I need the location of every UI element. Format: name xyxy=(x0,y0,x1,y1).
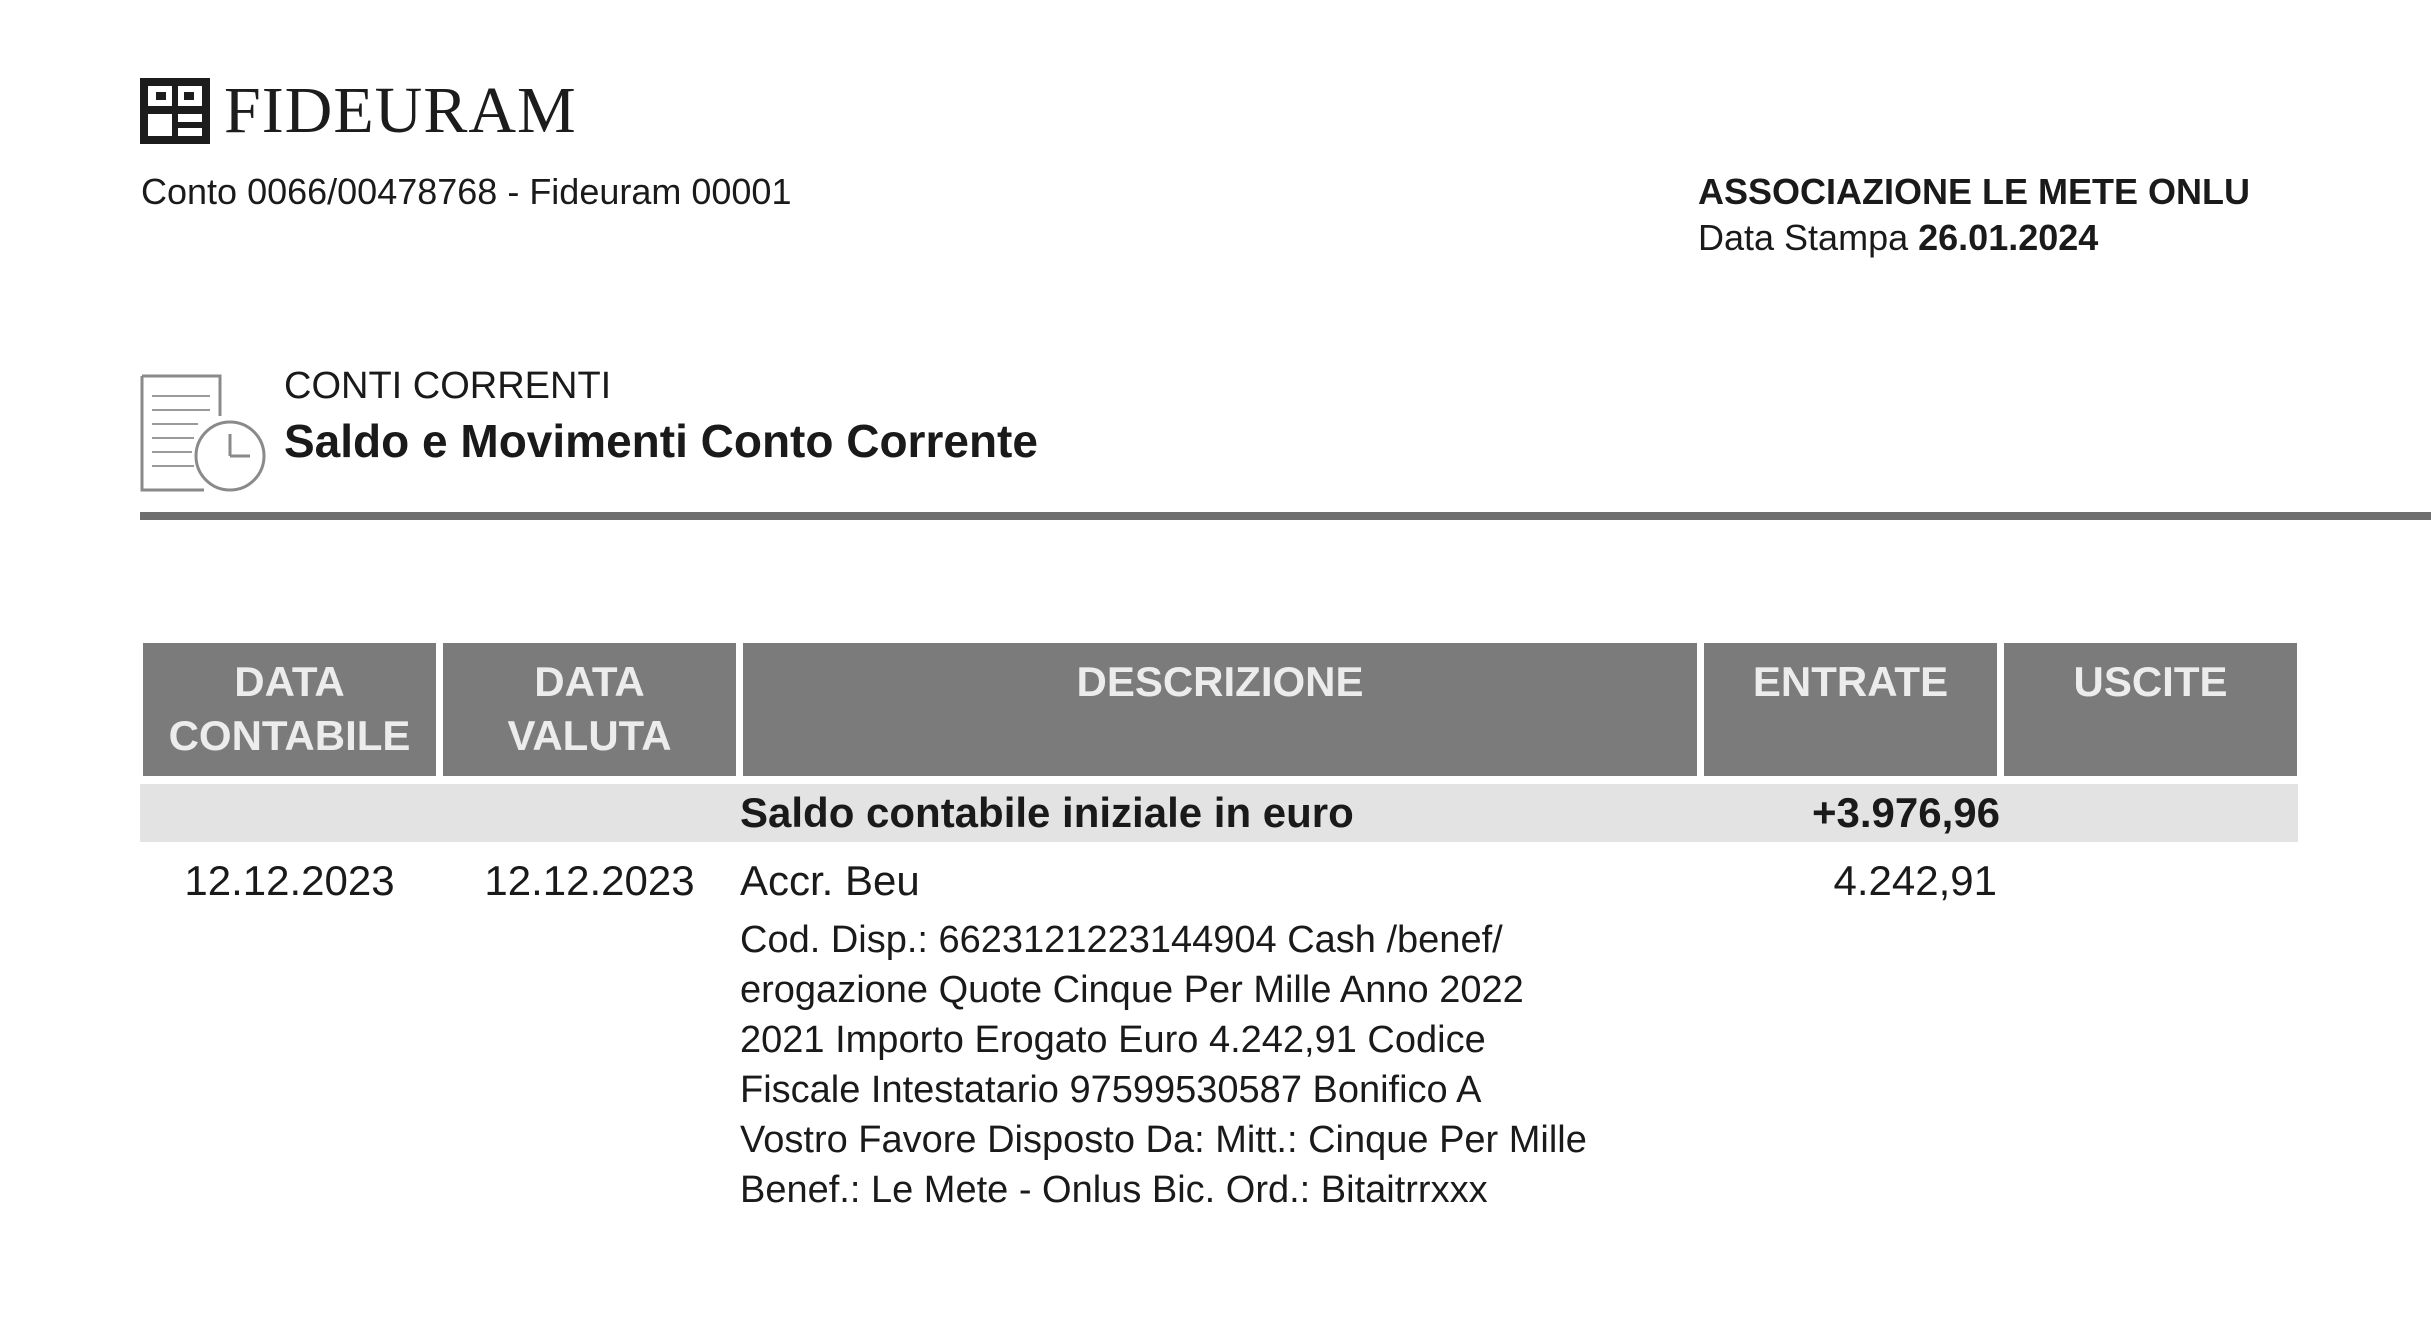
row-data-contabile: 12.12.2023 xyxy=(184,857,395,904)
description-line: erogazione Quote Cinque Per Mille Anno 2022 xyxy=(740,969,1524,1011)
section-divider xyxy=(140,512,2431,520)
description-line: 2021 Importo Erogato Euro 4.242,91 Codice xyxy=(740,1019,1486,1061)
row-description-detail xyxy=(740,915,1720,1215)
logo-wordmark: FIDEURAM xyxy=(224,74,577,147)
description-line: Cod. Disp.: 6623121223144904 Cash /benef/ xyxy=(740,919,1503,961)
description-line: Fiscale Intestatario 97599530587 Bonifico A xyxy=(740,1069,1482,1111)
description-line: Vostro Favore Disposto Da: Mitt.: Cinque Per Mille xyxy=(740,1119,1587,1161)
account-holder-block xyxy=(1698,172,2250,257)
account-number: Conto 0066/00478768 - Fideuram 00001 xyxy=(141,171,792,212)
column-header-descrizione: DESCRIZIONE xyxy=(743,643,1697,776)
print-date-label: Data Stampa xyxy=(1698,216,1909,258)
column-header-uscite: USCITE xyxy=(2004,643,2297,776)
section-title: Saldo e Movimenti Conto Corrente xyxy=(284,415,1038,467)
bank-logo xyxy=(140,74,577,147)
description-line: Benef.: Le Mete - Onlus Bic. Ord.: Bitaitrrxxx xyxy=(740,1169,1488,1211)
row-data-valuta: 12.12.2023 xyxy=(484,857,695,904)
fideuram-logo-icon xyxy=(140,78,210,144)
column-header-data-contabile: DATA CONTABILE xyxy=(143,643,436,776)
section-kicker: CONTI CORRENTI xyxy=(284,365,612,407)
document-clock-icon xyxy=(138,372,270,496)
opening-balance-value: +3.976,96 xyxy=(1811,789,2000,836)
column-header-entrate: ENTRATE xyxy=(1704,643,1997,776)
account-holder: ASSOCIAZIONE LE METE ONLU xyxy=(1698,171,2251,212)
opening-balance-label: Saldo contabile iniziale in euro xyxy=(740,789,1354,836)
print-date: 26.01.2024 xyxy=(1918,216,2099,258)
row-description-title: Accr. Beu xyxy=(740,857,920,904)
row-entrate: 4.242,91 xyxy=(1833,857,1997,904)
print-date-line xyxy=(1698,218,2250,258)
column-header-data-valuta: DATA VALUTA xyxy=(443,643,736,776)
